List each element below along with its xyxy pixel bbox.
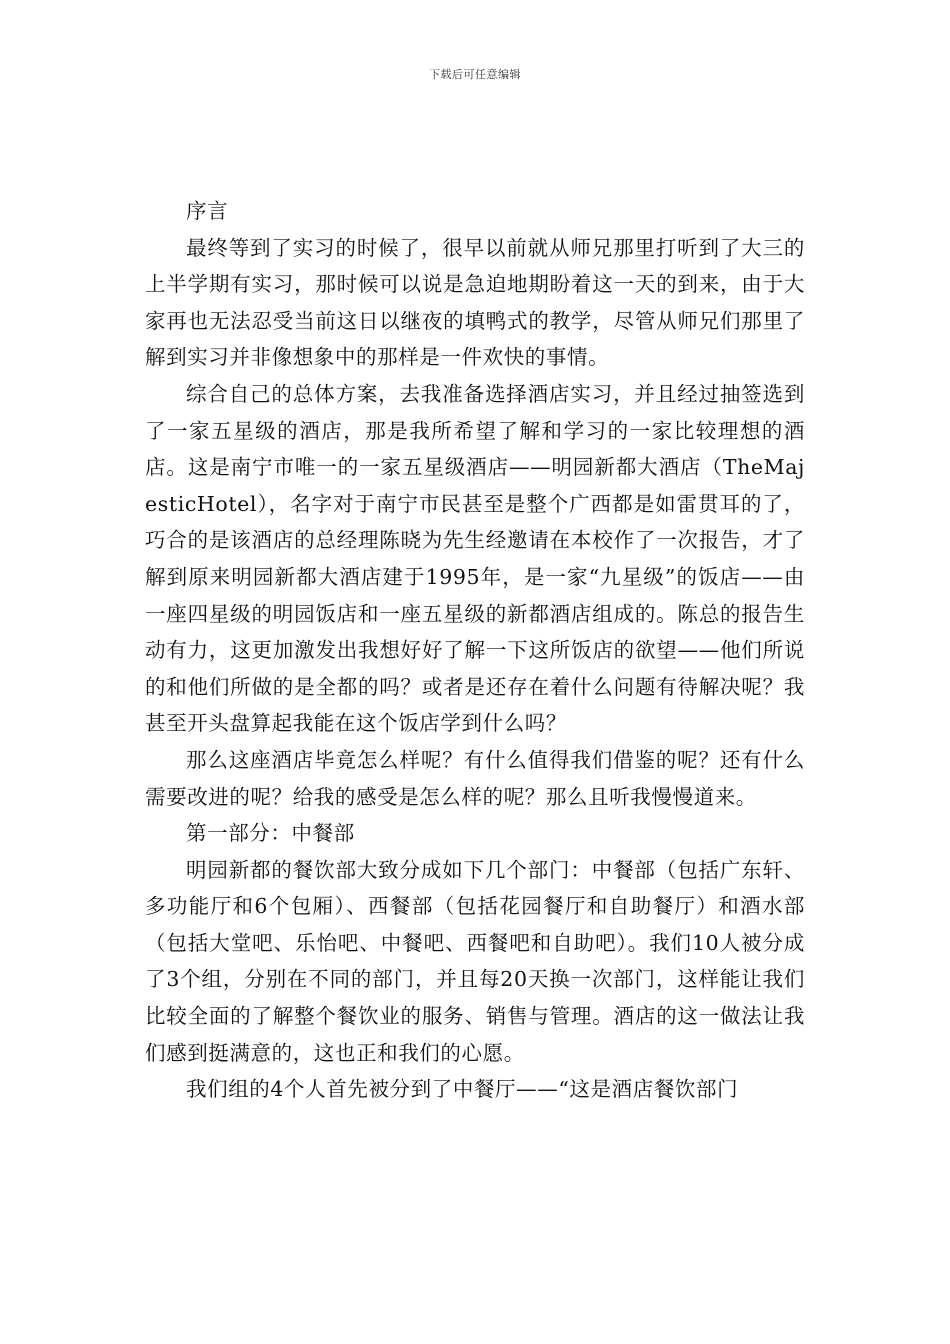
paragraph: 明园新都的餐饮部大致分成如下几个部门：中餐部（包括广东轩、多功能厅和6个包厢）、西餐部（包括花园餐厅和自助餐厅）和酒水部（包括大堂吧、乐怡吧、中餐吧、西餐吧和自助吧）。我们10人被分成了3个组，分别在不同的部门，并且每20天换一次部门，这样能让我们比较全面的了解整个餐饮业的服务、销售与管理。酒店的这一做法让我们感到挺满意的，这也正和我们的心愿。 [145,857,805,1065]
paragraph: 综合自己的总体方案，去我准备选择酒店实习，并且经过抽签选到了一家五星级的酒店，那是我所希望了解和学习的一家比较理想的酒店。这是南宁市唯一的一家五星级酒店——明园新都大酒店（TheMajesticHotel），名字对于南宁市民甚至是整个广西都是如雷贯耳的了，巧合的是该酒店的总经理陈晓为先生经邀请在本校作了一次报告，才了解到原来明园新都大酒店建于1995年，是一家“九星级”的饭店——由一座四星级的明园饭店和一座五星级的新都酒店组成的。陈总的报告生动有力，这更加激发出我想好好了解一下这所饭店的欲望——他们所说的和他们所做的是全都的吗？或者是还存在着什么问题有待解决呢？我甚至开头盘算起我能在这个饭店学到什么吗？ [145,381,805,736]
paragraph: 最终等到了实习的时候了，很早以前就从师兄那里打听到了大三的上半学期有实习，那时候可以说是急迫地期盼着这一天的到来，由于大家再也无法忍受当前这日以继夜的填鸭式的教学，尽管从师兄们那里了解到实习并非像想象中的那样是一件欢快的事情。 [145,235,805,370]
document-body [145,193,805,1108]
paragraph: 那么这座酒店毕竟怎么样呢？有什么值得我们借鉴的呢？还有什么需要改进的呢？给我的感受是怎么样的呢？那么且听我慢慢道来。 [145,747,805,809]
section-title-preface: 序言 [186,199,229,223]
page-header-note: 下载后可任意编辑 [429,68,521,81]
paragraph: 我们组的4个人首先被分到了中餐厅——“这是酒店餐饮部门 [186,1077,739,1102]
section-title-part-one: 第一部分：中餐部 [186,821,355,846]
